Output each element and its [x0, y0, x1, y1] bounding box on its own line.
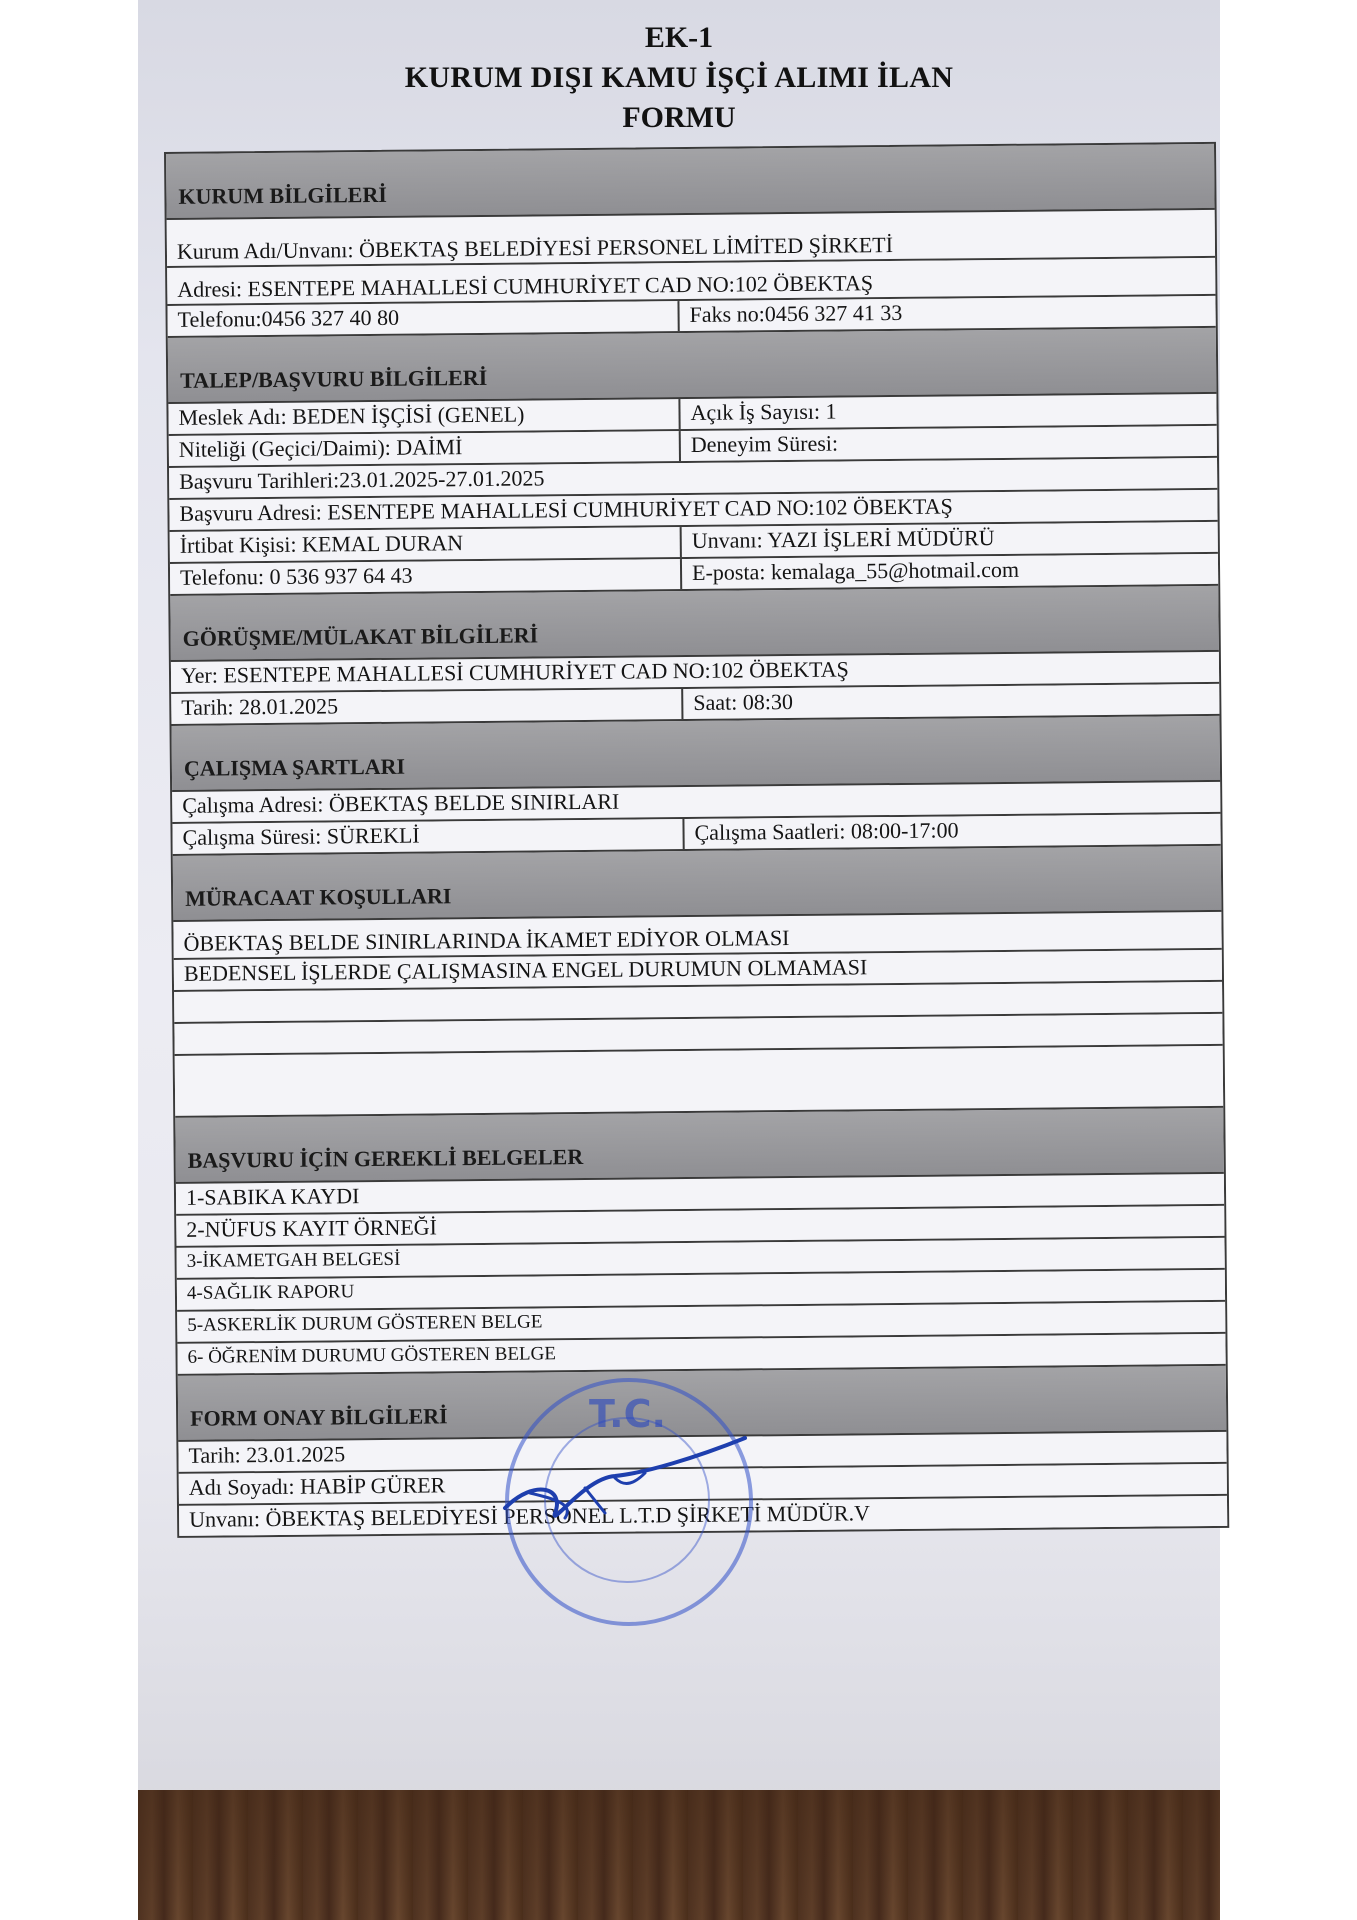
section-header-kurum [166, 144, 1215, 220]
calisma-saatleri: Çalışma Saatleri: 08:00-17:00 [694, 817, 959, 845]
belge-4: 4-SAĞLIK RAPORU [186, 1281, 355, 1304]
belge-3: 3-İKAMETGAH BELGESİ [186, 1248, 401, 1272]
calisma-suresi: Çalışma Süresi: SÜREKLİ [172, 819, 684, 854]
irtibat-telefon: Telefonu: 0 536 937 64 43 [170, 559, 682, 594]
title-line-1: EK-1 [644, 21, 714, 54]
seal-text: T.C. [589, 1392, 666, 1436]
title-line-3: FORMU [622, 101, 736, 134]
belge-2: 2-NÜFUS KAYIT ÖRNEĞİ [186, 1214, 438, 1242]
gorusme-yer: Yer: ESENTEPE MAHALLESİ CUMHURİYET CAD NO:102 ÖBEKTAŞ [180, 656, 849, 688]
kurum-adresi: Adresi: ESENTEPE MAHALLESİ CUMHURİYET CAD NO:102 ÖBEKTAŞ [177, 270, 874, 302]
deneyim-suresi: Deneyim Süresi: [690, 430, 839, 457]
kurum-faks: Faks no:0456 327 41 33 [689, 299, 903, 327]
gorusme-tarih: Tarih: 28.01.2025 [171, 689, 683, 724]
list-item-blank [175, 1046, 1224, 1118]
section-title: GÖRÜŞME/MÜLAKAT BİLGİLERİ [182, 622, 539, 651]
kurum-telefon: Telefonu:0456 327 40 80 [167, 301, 679, 336]
belge-5: 5-ASKERLİK DURUM GÖSTEREN BELGE [187, 1311, 543, 1336]
title-line-2: KURUM DIŞI KAMU İŞÇİ ALIMI İLAN [404, 61, 954, 94]
onay-adi-soyadi: Adı Soyadı: HABİP GÜRER [188, 1472, 446, 1500]
gorusme-saat: Saat: 08:30 [693, 688, 794, 715]
kosul-2: BEDENSEL İŞLERDE ÇALIŞMASINA ENGEL DURUMUN OLMAMASI [183, 954, 868, 986]
signature [495, 1418, 755, 1538]
irtibat-unvani: Unvanı: YAZI İŞLERİ MÜDÜRÜ [691, 525, 995, 553]
belge-6: 6- ÖĞRENİM DURUMU GÖSTEREN BELGE [187, 1343, 557, 1368]
form-title [138, 18, 1220, 138]
basvuru-tarihleri: Başvuru Tarihleri:23.01.2025-27.01.2025 [179, 465, 545, 494]
section-title: KURUM BİLGİLERİ [178, 181, 387, 209]
section-title: MÜRACAAT KOŞULLARI [185, 883, 452, 911]
basvuru-adresi: Başvuru Adresi: ESENTEPE MAHALLESİ CUMHURİYET CAD NO:102 ÖBEKTAŞ [179, 493, 953, 526]
kosul-1: ÖBEKTAŞ BELDE SINIRLARINDA İKAMET EDİYOR OLMASI [183, 925, 790, 956]
calisma-adresi: Çalışma Adresi: ÖBEKTAŞ BELDE SINIRLARI [182, 788, 620, 818]
belge-1: 1-SABIKA KAYDI [185, 1183, 360, 1210]
acik-is-sayisi: Açık İş Sayısı: 1 [690, 398, 837, 425]
kurum-adi: Kurum Adı/Unvanı: ÖBEKTAŞ BELEDİYESİ PERSONEL LİMİTED ŞİRKETİ [176, 232, 894, 264]
section-header-talep [168, 328, 1217, 404]
section-title: ÇALIŞMA ŞARTLARI [183, 753, 406, 781]
section-title: TALEP/BAŞVURU BİLGİLERİ [180, 364, 488, 393]
section-header-muracaat [173, 846, 1222, 922]
irtibat-eposta: E-posta: kemalaga_55@hotmail.com [691, 556, 1020, 585]
section-header-belgeler [175, 1108, 1224, 1184]
section-header-gorusme [170, 586, 1219, 662]
niteligi: Niteliği (Geçici/Daimi): DAİMİ [169, 431, 681, 466]
onay-unvan: Unvanı: ÖBEKTAŞ BELEDİYESİ PERSONEL L.T.D ŞİRKETİ MÜDÜR.V [189, 1500, 871, 1532]
section-title: FORM ONAY BİLGİLERİ [190, 1403, 448, 1431]
section-title: BAŞVURU İÇİN GEREKLİ BELGELER [187, 1144, 584, 1173]
wooden-surface [138, 1790, 1220, 1920]
meslek-adi: Meslek Adı: BEDEN İŞÇİSİ (GENEL) [168, 399, 680, 434]
irtibat-kisisi: İrtibat Kişisi: KEMAL DURAN [170, 527, 682, 562]
application-form [164, 142, 1229, 1538]
section-header-calisma [172, 716, 1221, 792]
onay-tarih: Tarih: 23.01.2025 [188, 1441, 346, 1468]
